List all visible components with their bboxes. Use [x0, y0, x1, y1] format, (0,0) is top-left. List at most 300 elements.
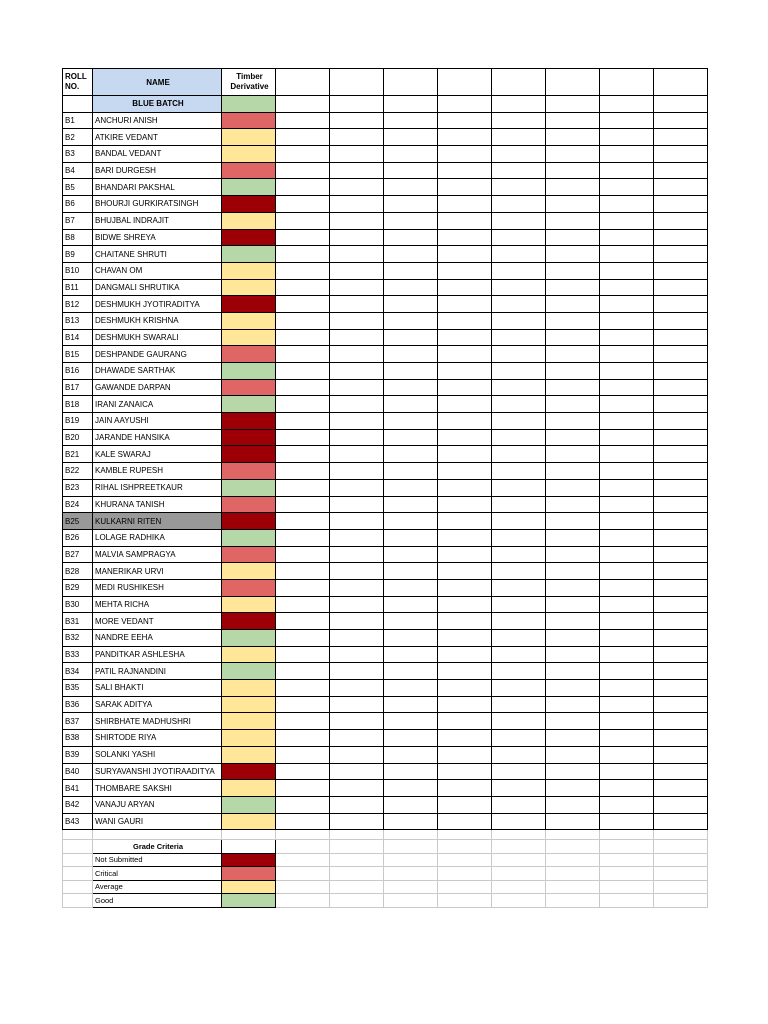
empty-cell [63, 867, 93, 881]
empty-cell [330, 479, 384, 496]
empty-cell [330, 162, 384, 179]
empty-cell [63, 830, 93, 840]
empty-cell [492, 463, 546, 480]
student-name-cell: ATKIRE VEDANT [93, 129, 222, 146]
grade-criteria-label: Average [93, 880, 222, 894]
empty-cell [600, 513, 654, 530]
empty-cell [546, 363, 600, 380]
empty-cell [276, 780, 330, 797]
student-row [63, 813, 708, 830]
empty-cell [492, 894, 546, 908]
empty-cell [384, 262, 438, 279]
empty-cell [330, 379, 384, 396]
student-row [63, 463, 708, 480]
empty-cell [330, 867, 384, 881]
empty-cell [600, 229, 654, 246]
empty-cell [63, 894, 93, 908]
empty-cell [276, 413, 330, 430]
empty-cell [438, 880, 492, 894]
empty-cell [330, 529, 384, 546]
student-row [63, 613, 708, 630]
grade-criteria-label: Critical [93, 867, 222, 881]
timber-derivative-grade-cell [222, 813, 276, 830]
empty-cell [546, 853, 600, 867]
empty-cell [330, 630, 384, 647]
empty-cell [276, 840, 330, 854]
empty-cell [546, 229, 600, 246]
empty-cell [546, 763, 600, 780]
roll-number-cell: B31 [63, 613, 93, 630]
student-row [63, 179, 708, 196]
empty-cell [276, 663, 330, 680]
empty-cell [546, 129, 600, 146]
empty-cell [384, 396, 438, 413]
empty-cell [384, 713, 438, 730]
empty-cell [654, 329, 708, 346]
student-name-cell: IRANI ZANAICA [93, 396, 222, 413]
student-name-cell: SURYAVANSHI JYOTIRAADITYA [93, 763, 222, 780]
timber-derivative-grade-cell [222, 162, 276, 179]
empty-cell [654, 429, 708, 446]
empty-cell [492, 479, 546, 496]
empty-cell [438, 162, 492, 179]
student-row [63, 246, 708, 263]
empty-cell [600, 853, 654, 867]
empty-cell [600, 867, 654, 881]
empty-cell [492, 363, 546, 380]
empty-cell [330, 196, 384, 213]
student-name-cell: DANGMALI SHRUTIKA [93, 279, 222, 296]
empty-cell [276, 262, 330, 279]
student-name-cell: CHAVAN OM [93, 262, 222, 279]
empty-cell [654, 696, 708, 713]
empty-cell [654, 396, 708, 413]
timber-derivative-grade-cell [222, 446, 276, 463]
empty-cell [384, 312, 438, 329]
empty-cell [600, 179, 654, 196]
empty-cell [600, 296, 654, 313]
student-name-cell: SALI BHAKTI [93, 680, 222, 697]
empty-cell [492, 496, 546, 513]
empty-cell [492, 546, 546, 563]
empty-cell [384, 96, 438, 113]
empty-cell [384, 129, 438, 146]
empty-cell [546, 212, 600, 229]
empty-cell [492, 513, 546, 530]
empty-cell [438, 796, 492, 813]
empty-cell [438, 229, 492, 246]
empty-cell [492, 246, 546, 263]
empty-cell [600, 446, 654, 463]
empty-cell [654, 596, 708, 613]
timber-derivative-grade-cell [222, 212, 276, 229]
empty-cell [546, 880, 600, 894]
student-name-cell: PANDITKAR ASHLESHA [93, 646, 222, 663]
student-name-cell: SOLANKI YASHI [93, 746, 222, 763]
grade-criteria-swatch-header [222, 840, 276, 854]
empty-cell [600, 396, 654, 413]
empty-cell [384, 446, 438, 463]
empty-cell [330, 179, 384, 196]
grade-criteria-title-row [63, 840, 708, 854]
empty-cell [492, 179, 546, 196]
empty-cell [276, 680, 330, 697]
empty-cell [384, 413, 438, 430]
empty-cell [330, 513, 384, 530]
student-name-cell: KALE SWARAJ [93, 446, 222, 463]
empty-cell [654, 162, 708, 179]
empty-cell [654, 446, 708, 463]
batch-grade-cell [222, 96, 276, 113]
student-row [63, 446, 708, 463]
empty-cell [330, 546, 384, 563]
empty-cell [276, 479, 330, 496]
empty-header-cell [654, 69, 708, 96]
empty-cell [276, 96, 330, 113]
empty-cell [600, 246, 654, 263]
student-row [63, 730, 708, 747]
roll-number-cell: B18 [63, 396, 93, 413]
empty-header-cell [492, 69, 546, 96]
empty-cell [600, 312, 654, 329]
empty-cell [600, 379, 654, 396]
empty-cell [600, 196, 654, 213]
roll-number-cell: B13 [63, 312, 93, 329]
student-name-cell: NANDRE EEHA [93, 630, 222, 647]
empty-cell [438, 867, 492, 881]
empty-cell [438, 262, 492, 279]
empty-cell [438, 112, 492, 129]
empty-cell [276, 579, 330, 596]
empty-cell [654, 262, 708, 279]
empty-cell [546, 513, 600, 530]
empty-cell [546, 396, 600, 413]
student-name-cell: PATIL RAJNANDINI [93, 663, 222, 680]
empty-cell [276, 129, 330, 146]
roll-number-cell: B6 [63, 196, 93, 213]
empty-cell [330, 830, 384, 840]
empty-cell [276, 746, 330, 763]
empty-cell [276, 796, 330, 813]
roll-number-cell: B5 [63, 179, 93, 196]
student-row [63, 312, 708, 329]
empty-cell [384, 429, 438, 446]
student-name-cell: DESHPANDE GAURANG [93, 346, 222, 363]
roll-number-cell: B16 [63, 363, 93, 380]
empty-cell [438, 680, 492, 697]
empty-cell [276, 563, 330, 580]
empty-cell [492, 780, 546, 797]
empty-cell [600, 713, 654, 730]
empty-cell [492, 663, 546, 680]
student-row [63, 496, 708, 513]
student-name-cell: RIHAL ISHPREETKAUR [93, 479, 222, 496]
timber-derivative-grade-cell [222, 196, 276, 213]
empty-cell [384, 529, 438, 546]
empty-cell [384, 830, 438, 840]
empty-cell [330, 663, 384, 680]
timber-derivative-grade-cell [222, 379, 276, 396]
empty-cell [546, 179, 600, 196]
empty-cell [492, 696, 546, 713]
student-row [63, 162, 708, 179]
student-row [63, 329, 708, 346]
empty-cell [384, 246, 438, 263]
empty-cell [546, 746, 600, 763]
empty-cell [654, 746, 708, 763]
student-row [63, 763, 708, 780]
empty-cell [600, 563, 654, 580]
empty-cell [492, 262, 546, 279]
student-row [63, 513, 708, 530]
empty-cell [654, 894, 708, 908]
empty-cell [546, 813, 600, 830]
name-header: NAME [93, 69, 222, 96]
timber-derivative-grade-cell [222, 112, 276, 129]
timber-derivative-grade-cell [222, 529, 276, 546]
empty-cell [438, 646, 492, 663]
student-name-cell: DESHMUKH SWARALI [93, 329, 222, 346]
empty-cell [546, 246, 600, 263]
empty-header-cell [384, 69, 438, 96]
student-name-cell: DESHMUKH KRISHNA [93, 312, 222, 329]
roll-number-cell: B38 [63, 730, 93, 747]
empty-cell [438, 429, 492, 446]
empty-cell [546, 894, 600, 908]
empty-cell [330, 246, 384, 263]
student-name-cell: BHOURJI GURKIRATSINGH [93, 196, 222, 213]
empty-cell [384, 496, 438, 513]
student-row [63, 413, 708, 430]
empty-cell [546, 529, 600, 546]
empty-cell [654, 312, 708, 329]
empty-cell [492, 96, 546, 113]
empty-cell [384, 630, 438, 647]
empty-cell [63, 840, 93, 854]
timber-derivative-grade-cell [222, 413, 276, 430]
timber-derivative-grade-cell [222, 613, 276, 630]
empty-cell [492, 853, 546, 867]
empty-cell [600, 696, 654, 713]
empty-cell [600, 646, 654, 663]
empty-cell [63, 880, 93, 894]
empty-cell [438, 746, 492, 763]
empty-cell [600, 279, 654, 296]
empty-cell [600, 630, 654, 647]
empty-cell [438, 329, 492, 346]
empty-cell [330, 696, 384, 713]
empty-cell [276, 196, 330, 213]
roll-number-cell: B8 [63, 229, 93, 246]
student-name-cell: BHANDARI PAKSHAL [93, 179, 222, 196]
empty-cell [546, 546, 600, 563]
student-name-cell: MEHTA RICHA [93, 596, 222, 613]
empty-cell [600, 546, 654, 563]
empty-cell [438, 613, 492, 630]
timber-derivative-grade-cell [222, 329, 276, 346]
empty-cell [600, 596, 654, 613]
student-name-cell: KHURANA TANISH [93, 496, 222, 513]
timber-derivative-grade-cell [222, 363, 276, 380]
student-name-cell: DESHMUKH JYOTIRADITYA [93, 296, 222, 313]
empty-cell [654, 867, 708, 881]
empty-cell [492, 379, 546, 396]
empty-cell [600, 162, 654, 179]
empty-cell [546, 696, 600, 713]
empty-cell [600, 830, 654, 840]
empty-cell [654, 112, 708, 129]
empty-cell [384, 840, 438, 854]
student-name-cell: CHAITANE SHRUTI [93, 246, 222, 263]
empty-cell [384, 229, 438, 246]
empty-cell [276, 596, 330, 613]
student-row [63, 346, 708, 363]
empty-cell [330, 840, 384, 854]
empty-cell [330, 363, 384, 380]
grade-criteria-row [63, 867, 708, 881]
roll-number-cell: B4 [63, 162, 93, 179]
student-row [63, 196, 708, 213]
empty-cell [600, 329, 654, 346]
timber-derivative-grade-cell [222, 246, 276, 263]
timber-derivative-grade-cell [222, 479, 276, 496]
timber-derivative-grade-cell [222, 696, 276, 713]
empty-cell [654, 579, 708, 596]
empty-cell [492, 212, 546, 229]
empty-cell [438, 780, 492, 797]
empty-cell [492, 162, 546, 179]
empty-cell [492, 613, 546, 630]
empty-cell [276, 429, 330, 446]
empty-cell [492, 229, 546, 246]
empty-cell [654, 413, 708, 430]
empty-cell [600, 212, 654, 229]
empty-cell [600, 146, 654, 163]
student-name-cell: ANCHURI ANISH [93, 112, 222, 129]
empty-cell [330, 680, 384, 697]
empty-cell [330, 894, 384, 908]
empty-cell [654, 880, 708, 894]
grade-criteria-title: Grade Criteria [93, 840, 222, 854]
student-name-cell: MORE VEDANT [93, 613, 222, 630]
empty-cell [330, 129, 384, 146]
student-name-cell: SHIRBHATE MADHUSHRI [93, 713, 222, 730]
empty-cell [654, 463, 708, 480]
empty-cell [654, 563, 708, 580]
empty-cell [384, 346, 438, 363]
student-row [63, 379, 708, 396]
empty-cell [654, 146, 708, 163]
empty-cell [438, 363, 492, 380]
roll-number-cell: B12 [63, 296, 93, 313]
empty-cell [654, 96, 708, 113]
timber-derivative-grade-cell [222, 463, 276, 480]
grade-criteria-row [63, 880, 708, 894]
empty-cell [276, 529, 330, 546]
empty-cell [492, 680, 546, 697]
timber-derivative-grade-cell [222, 496, 276, 513]
grade-criteria-swatch [222, 867, 276, 881]
empty-cell [384, 579, 438, 596]
student-row [63, 146, 708, 163]
empty-cell [438, 413, 492, 430]
empty-cell [546, 563, 600, 580]
empty-cell [438, 196, 492, 213]
empty-cell [384, 463, 438, 480]
empty-cell [492, 396, 546, 413]
roll-number-cell: B3 [63, 146, 93, 163]
empty-cell [546, 312, 600, 329]
empty-cell [276, 894, 330, 908]
empty-cell [600, 479, 654, 496]
empty-cell [438, 813, 492, 830]
empty-cell [546, 830, 600, 840]
empty-cell [492, 563, 546, 580]
empty-cell [654, 513, 708, 530]
empty-cell [384, 894, 438, 908]
empty-cell [276, 867, 330, 881]
empty-cell [492, 880, 546, 894]
empty-cell [438, 529, 492, 546]
empty-cell [384, 780, 438, 797]
empty-cell [438, 563, 492, 580]
empty-cell [276, 279, 330, 296]
empty-cell [654, 279, 708, 296]
empty-cell [384, 196, 438, 213]
student-row [63, 746, 708, 763]
empty-cell [93, 830, 222, 840]
empty-cell [276, 112, 330, 129]
empty-cell [330, 463, 384, 480]
empty-cell [600, 613, 654, 630]
empty-cell [546, 867, 600, 881]
empty-cell [654, 229, 708, 246]
roll-number-cell: B20 [63, 429, 93, 446]
empty-cell [654, 796, 708, 813]
grade-criteria-swatch [222, 880, 276, 894]
empty-cell [654, 379, 708, 396]
timber-derivative-grade-cell [222, 346, 276, 363]
student-name-cell: BANDAL VEDANT [93, 146, 222, 163]
empty-cell [438, 129, 492, 146]
empty-cell [546, 413, 600, 430]
empty-cell [438, 894, 492, 908]
student-name-cell: KULKARNI RITEN [93, 513, 222, 530]
empty-cell [438, 212, 492, 229]
student-row [63, 563, 708, 580]
student-row [63, 663, 708, 680]
empty-cell [330, 596, 384, 613]
empty-cell [276, 546, 330, 563]
empty-cell [384, 853, 438, 867]
student-name-cell: MANERIKAR URVI [93, 563, 222, 580]
timber-derivative-grade-cell [222, 396, 276, 413]
empty-cell [438, 630, 492, 647]
empty-cell [276, 296, 330, 313]
empty-cell [276, 246, 330, 263]
empty-cell [654, 296, 708, 313]
student-name-cell: SARAK ADITYA [93, 696, 222, 713]
empty-cell [276, 312, 330, 329]
empty-cell [492, 830, 546, 840]
timber-derivative-grade-cell [222, 146, 276, 163]
empty-cell [384, 763, 438, 780]
empty-cell [330, 496, 384, 513]
student-name-cell: WANI GAURI [93, 813, 222, 830]
empty-cell [492, 312, 546, 329]
student-row [63, 129, 708, 146]
empty-cell [330, 713, 384, 730]
